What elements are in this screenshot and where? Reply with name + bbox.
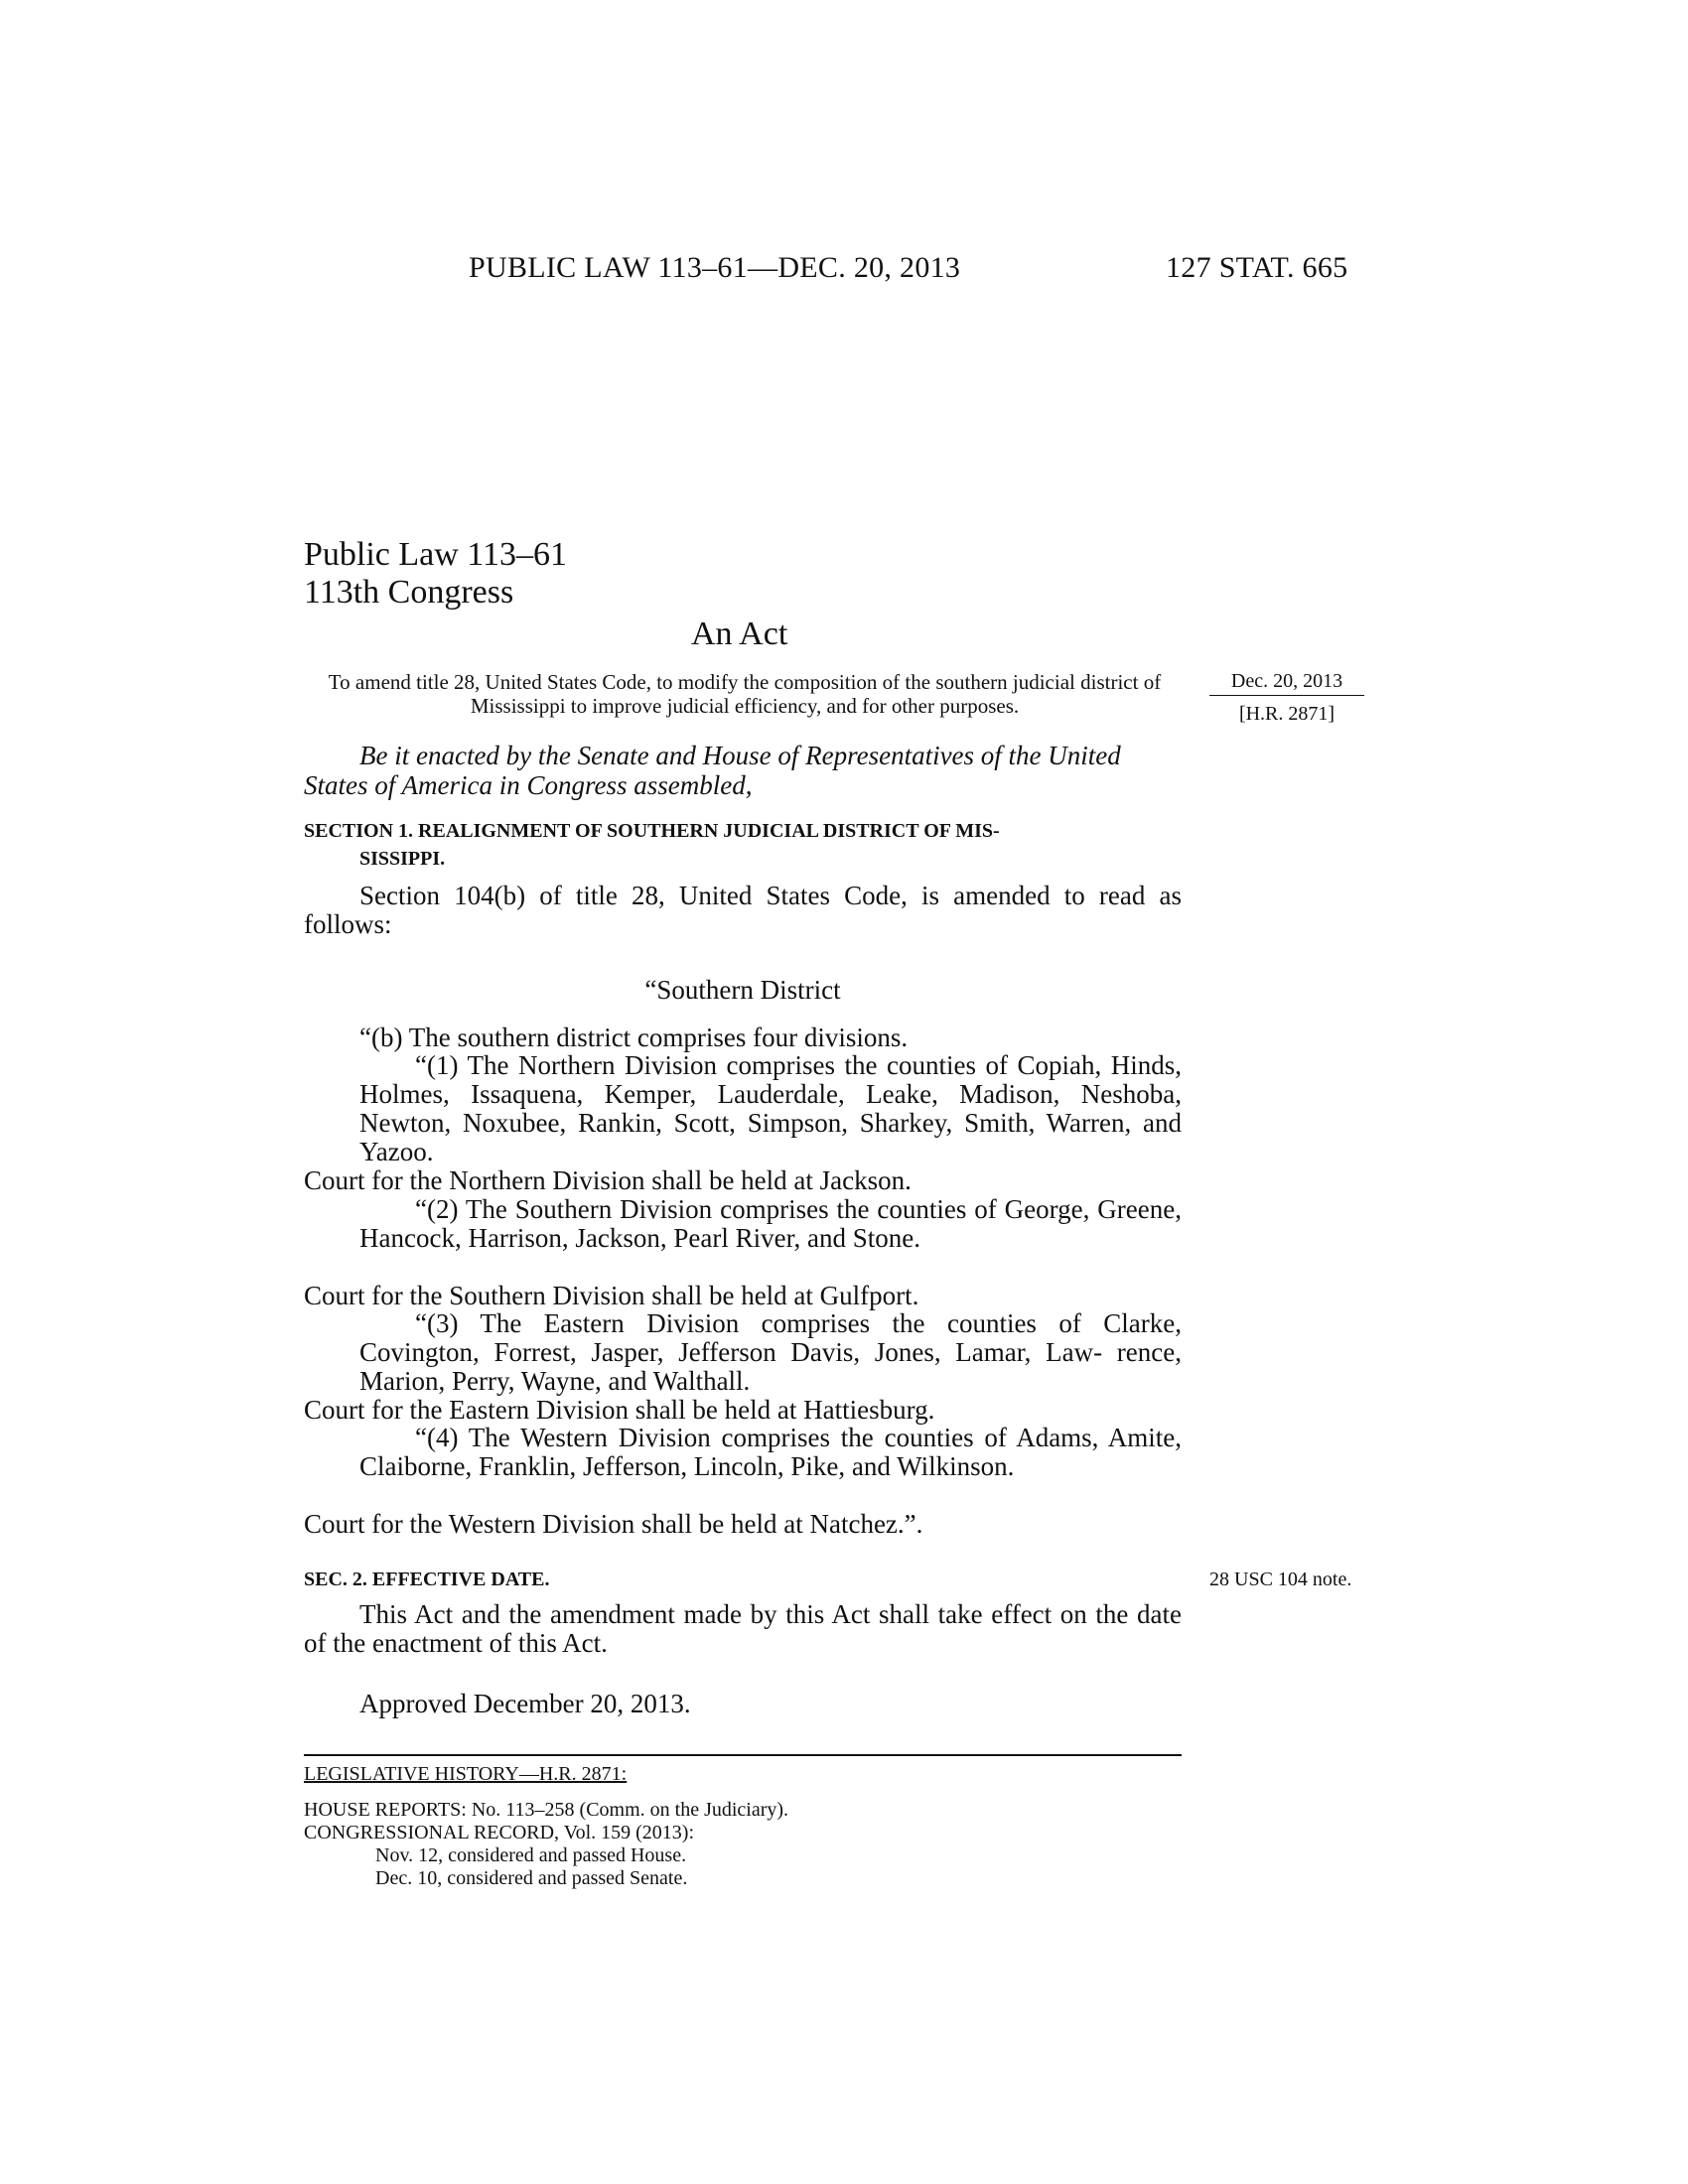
running-header-law-date: PUBLIC LAW 113–61—DEC. 20, 2013 <box>469 251 961 284</box>
enacting-clause-text: Be it enacted by the Senate and House of Representatives of the United States of America in Congress assembled, <box>304 741 1121 800</box>
congress-title: 113th Congress <box>304 574 514 611</box>
congressional-record: CONGRESSIONAL RECORD, Vol. 159 (2013): <box>304 1822 694 1843</box>
public-law-title: Public Law 113–61 <box>304 536 568 573</box>
district-heading: “Southern District <box>644 975 841 1005</box>
division-northern: “(1) The Northern Division comprises the counties of Copiah, Hinds, Holmes, Issaquena, Kemper, Lauderdale, Leake, Madison, Neshoba, Newton, Noxubee, Rankin, Scott, Simpson, Sharkey, Smith, Warren, and Yazoo. <box>359 1050 1182 1166</box>
court-western: Court for the Western Division shall be held at Natchez.”. <box>304 1509 923 1539</box>
legislative-history-heading: LEGISLATIVE HISTORY—H.R. 2871: <box>304 1763 628 1785</box>
house-reports: HOUSE REPORTS: No. 113–258 (Comm. on the Judiciary). <box>304 1799 789 1821</box>
section1-lead-text: Section 104(b) of title 28, United States Code, is amended to read as follows: <box>304 881 1182 939</box>
history-action: Nov. 12, considered and passed House. <box>375 1844 687 1866</box>
section2-text <box>304 1600 1182 1658</box>
history-action: Dec. 10, considered and passed Senate. <box>375 1867 688 1889</box>
approved-date: Approved December 20, 2013. <box>359 1689 691 1718</box>
section2-heading: SEC. 2. EFFECTIVE DATE. <box>304 1569 550 1590</box>
act-purpose: To amend title 28, United States Code, to modify the composition of the southern judicial district of Mississippi to improve judicial efficiency, and for other purposes. <box>328 670 1162 718</box>
subsection-b-intro: “(b) The southern district comprises four divisions. <box>359 1023 909 1052</box>
running-header-stat-page: 127 STAT. 665 <box>1166 251 1348 284</box>
court-eastern: Court for the Eastern Division shall be held at Hattiesburg. <box>304 1395 935 1425</box>
section1-heading-cont: SISSIPPI. <box>359 848 446 870</box>
division-eastern: “(3) The Eastern Division comprises the counties of Clarke, Covington, Forrest, Jasper, Jefferson Davis, Jones, Lamar, Law- rence, Marion, Perry, Wayne, and Walthall. <box>359 1308 1182 1396</box>
section1-heading: SECTION 1. REALIGNMENT OF SOUTHERN JUDICIAL DISTRICT OF MIS- <box>304 820 1000 842</box>
enacting-clause <box>304 741 1186 800</box>
sidenote-date: Dec. 20, 2013 <box>1209 670 1364 696</box>
court-southern: Court for the Southern Division shall be held at Gulfport. <box>304 1281 919 1310</box>
section2-text-body: This Act and the amendment made by this Act shall take effect on the date of the enactment of this Act. <box>304 1599 1182 1658</box>
sidenote-bill-number: [H.R. 2871] <box>1238 703 1336 725</box>
act-title: An Act <box>691 615 788 652</box>
sidenote-usc: 28 USC 104 note. <box>1209 1569 1352 1590</box>
division-southern: “(2) The Southern Division comprises the counties of George, Greene, Hancock, Harrison, Jackson, Pearl River, and Stone. <box>359 1194 1182 1253</box>
history-divider <box>304 1754 1182 1756</box>
division-western: “(4) The Western Division comprises the counties of Adams, Amite, Claiborne, Franklin, Jefferson, Lincoln, Pike, and Wilkinson. <box>359 1423 1182 1481</box>
court-northern: Court for the Northern Division shall be held at Jackson. <box>304 1165 912 1195</box>
section1-lead <box>304 882 1182 939</box>
